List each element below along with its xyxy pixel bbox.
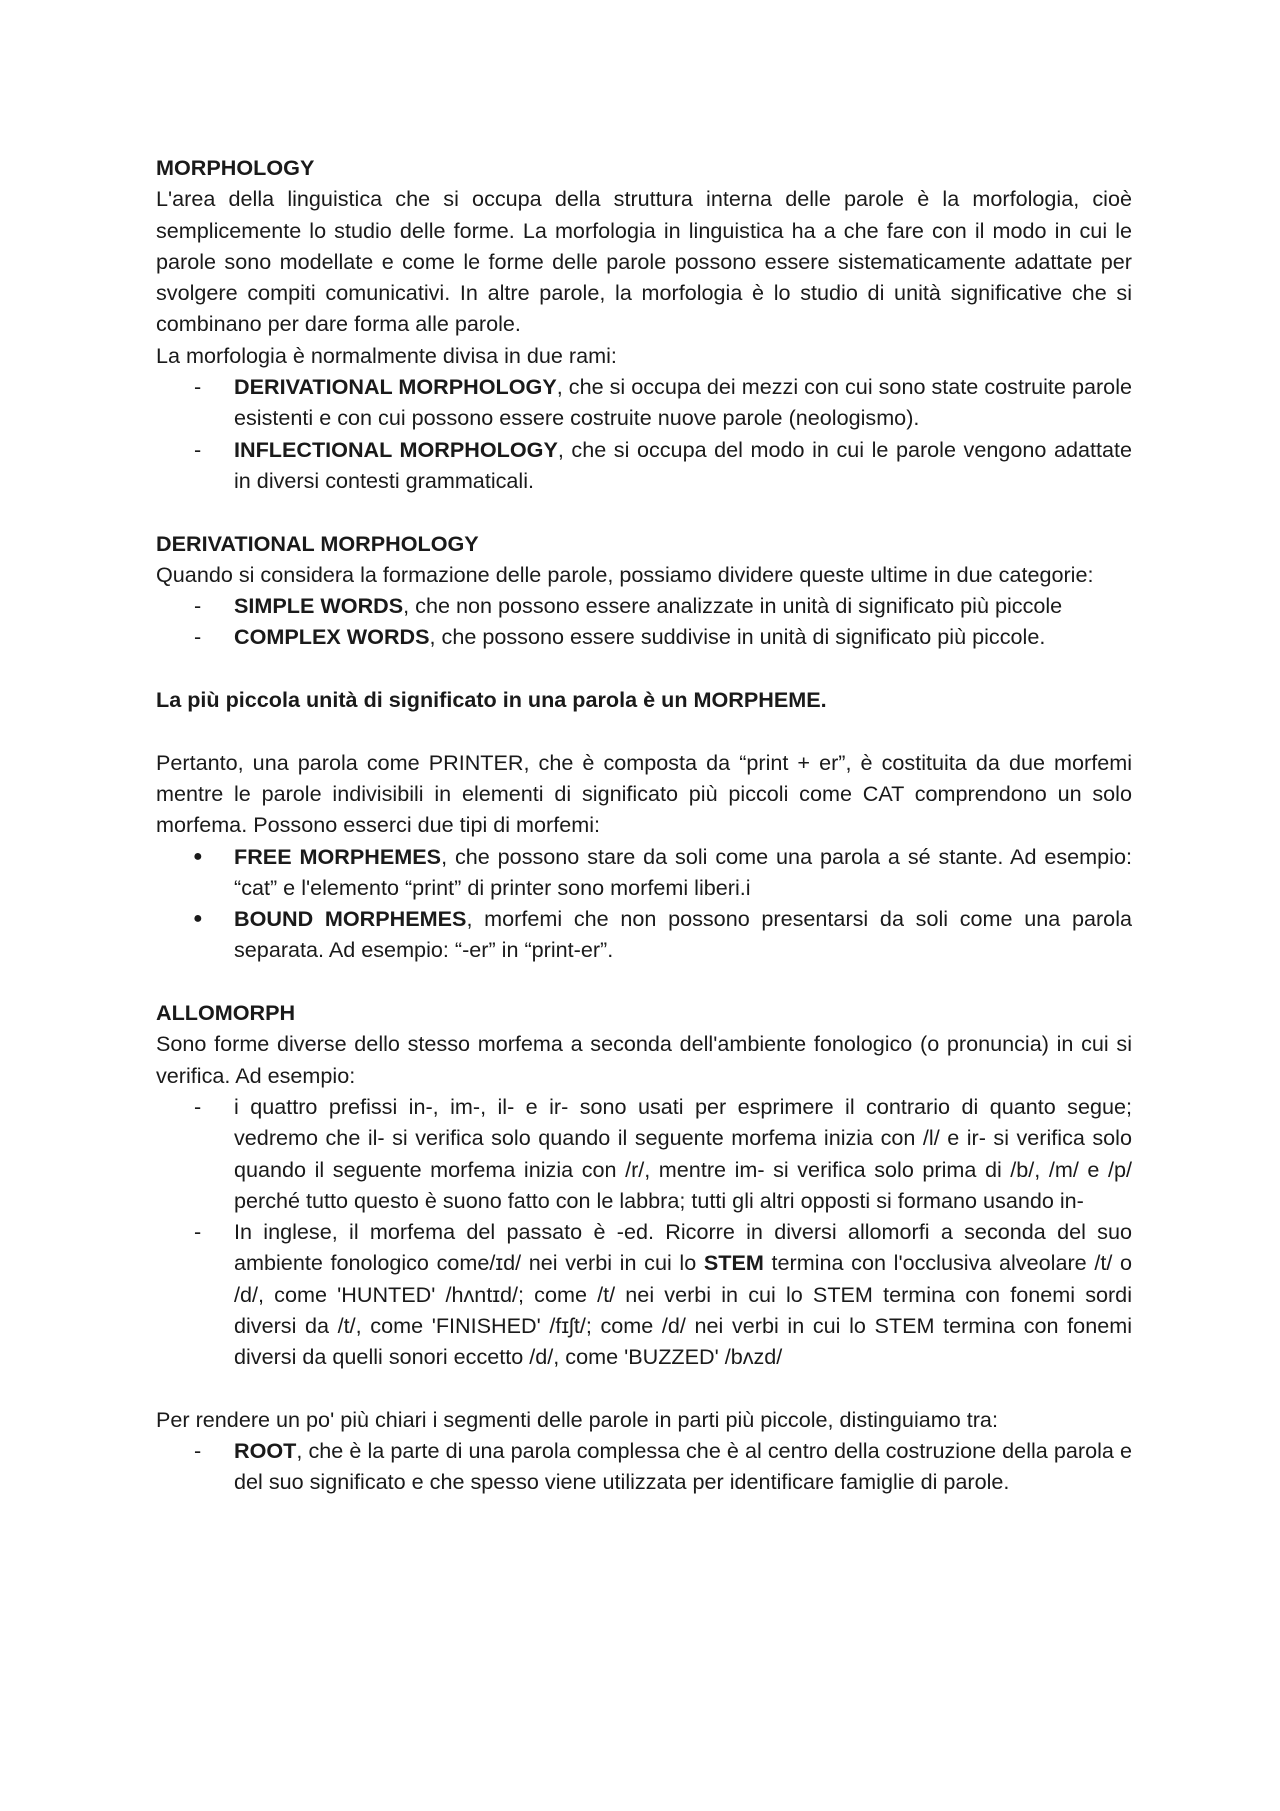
term: FREE MORPHEMES (234, 843, 442, 869)
dash-marker: - (194, 593, 202, 619)
item-text: In inglese, il morfema del passato è -ed. Ricorre in diversi allomorfi a seconda del suo ambiente fonologico come/ɪd/ nei verbi in cui lo (234, 1219, 1132, 1276)
dash-marker: - (194, 374, 202, 400)
dash-list (156, 1435, 1132, 1498)
list-item (156, 1216, 1132, 1372)
list-item (156, 621, 1132, 652)
paragraph: Pertanto, una parola come PRINTER, che è composta da “print + er”, è costituita da due morfemi mentre le parole indivisibili in elementi di significato più piccoli come CAT comprendono un solo morfema. Possono esserci due tipi di morfemi: (156, 749, 1132, 838)
term: SIMPLE WORDS (234, 593, 404, 619)
paragraph: Quando si considera la formazione delle parole, possiamo dividere queste ultime in due categorie: (156, 561, 1094, 587)
term: DERIVATIONAL MORPHOLOGY (234, 374, 557, 400)
list-item (156, 371, 1132, 434)
dash-marker: - (194, 436, 202, 462)
section-heading-morphology: MORPHOLOGY (156, 155, 315, 180)
term: INFLECTIONAL MORPHOLOGY (234, 436, 558, 462)
definition: , che possono stare da soli come una parola a sé stante. Ad esempio: “cat” e l'elemento “print” di printer sono morfemi liberi.i (234, 843, 1132, 900)
key-statement: La più piccola unità di significato in una parola è un MORPHEME. (156, 687, 827, 713)
definition: , che si occupa dei mezzi con cui sono state costruite parole esistenti e con cui possono essere costruite nuove parole (neologismo). (234, 374, 1132, 431)
definition: , che possono essere suddivise in unità di significato più piccole. (429, 624, 1046, 650)
section-heading-allomorph: ALLOMORPH (156, 1000, 296, 1026)
term: COMPLEX WORDS (234, 624, 430, 650)
bullet-marker: ● (193, 847, 203, 865)
list-item (156, 841, 1132, 904)
paragraph: La morfologia è normalmente divisa in due rami: (156, 342, 617, 368)
paragraph: Per rendere un po' più chiari i segmenti delle parole in parti più piccole, distinguiamo tra: (156, 1406, 998, 1432)
dash-list (156, 1091, 1132, 1373)
definition: , morfemi che non possono presentarsi da soli come una parola separata. Ad esempio: “-er” in “print-er”. (234, 906, 1132, 963)
dash-marker: - (194, 624, 202, 650)
item-text: termina con l'occlusiva alveolare /t/ o /d/, come 'HUNTED' /hʌntɪd/; come /t/ nei verbi in cui lo STEM termina con fonemi sordi diversi da /t/, come 'FINISHED' /fɪʃt/; come /d/ nei verbi in cui lo STEM termina con fonemi diversi da quelli sonori eccetto /d/, come 'BUZZED' /bʌzd/ (234, 1250, 1132, 1370)
list-item (156, 903, 1132, 966)
section-heading-derivational: DERIVATIONAL MORPHOLOGY (156, 530, 479, 556)
list-item (156, 1435, 1132, 1498)
item-text: i quattro prefissi in-, im-, il- e ir- sono usati per esprimere il contrario di quanto segue; vedremo che il- si verifica solo quando il seguente morfema inizia con /l/ e ir- si verifica solo quando il seguente morfema inizia con /r/, mentre im- si verifica solo prima di /b/, /m/ e /p/ perché tutto questo è suono fatto con le labbra; tutti gli altri opposti si formano usando in- (234, 1093, 1132, 1213)
list-item (156, 434, 1132, 497)
dash-list (156, 590, 1132, 653)
term: BOUND MORPHEMES (234, 906, 467, 932)
paragraph: Sono forme diverse dello stesso morfema a seconda dell'ambiente fonologico (o pronuncia) in cui si verifica. Ad esempio: (156, 1031, 1132, 1088)
definition: , che si occupa del modo in cui le parole vengono adattate in diversi contesti grammaticali. (234, 436, 1132, 493)
dash-list (156, 371, 1132, 496)
dash-marker: - (194, 1219, 202, 1245)
definition: , che è la parte di una parola complessa che è al centro della costruzione della parola e del suo significato e che spesso viene utilizzata per identificare famiglie di parole. (234, 1438, 1132, 1495)
bullet-list (156, 841, 1132, 966)
dash-marker: - (194, 1093, 202, 1119)
document-page (156, 152, 1132, 1498)
definition: , che non possono essere analizzate in unità di significato più piccole (403, 593, 1063, 619)
dash-marker: - (194, 1438, 202, 1464)
list-item (156, 590, 1132, 621)
bullet-marker: ● (193, 910, 203, 928)
term: ROOT (234, 1438, 297, 1464)
term: STEM (703, 1250, 764, 1276)
list-item (156, 1091, 1132, 1216)
paragraph: L'area della linguistica che si occupa della struttura interna delle parole è la morfologia, cioè semplicemente lo studio delle forme. La morfologia in linguistica ha a che fare con il modo in cui le parole sono modellate e come le forme delle parole possono essere sistematicamente adattate per svolgere compiti comunicativi. In altre parole, la morfologia è lo studio di unità significative che si combinano per dare forma alle parole. (156, 186, 1132, 337)
